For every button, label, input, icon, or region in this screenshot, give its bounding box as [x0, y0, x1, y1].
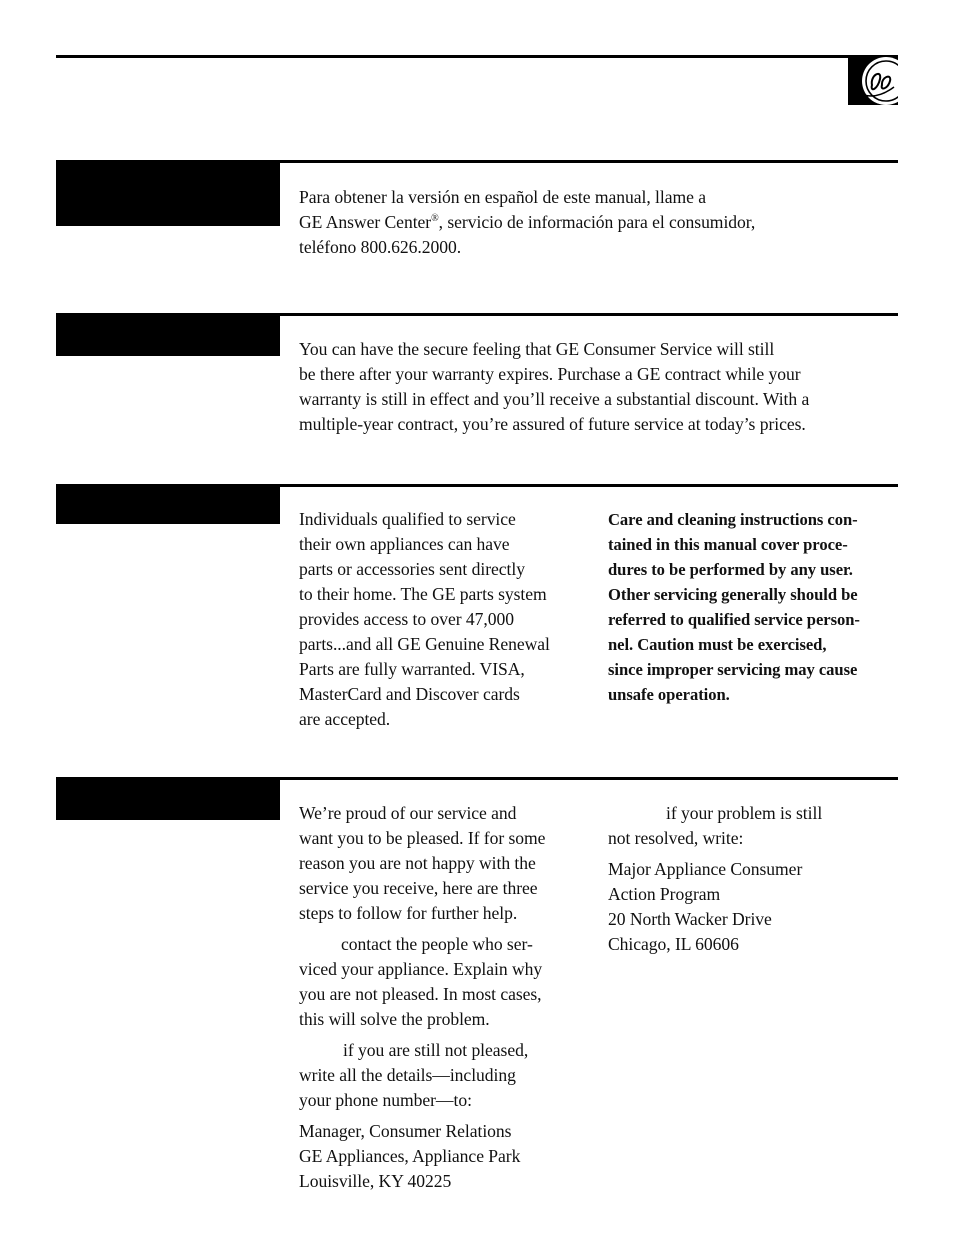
consumer-action-address	[608, 857, 898, 957]
address-line: Manager, Consumer Relations	[299, 1121, 512, 1141]
address-line: Major Appliance Consumer	[608, 859, 803, 879]
address-line: Louisville, KY 40225	[299, 1171, 452, 1191]
contracts-line: You can have the secure feeling that GE Consumer Service will still	[299, 339, 775, 359]
caution-line: nel. Caution must be exercised,	[608, 635, 827, 654]
caution-line: Care and cleaning instructions con-	[608, 510, 858, 529]
section-bar-satisfaction	[56, 777, 280, 820]
caution-line: tained in this manual cover proce-	[608, 535, 848, 554]
service-caution-text	[608, 507, 903, 707]
step-one	[299, 932, 589, 1032]
parts-text	[299, 507, 589, 732]
step-one-line: this will solve the problem.	[299, 1009, 490, 1029]
parts-line: Individuals qualified to service	[299, 509, 516, 529]
step-two-line: write all the details—including	[299, 1065, 516, 1085]
intro-line: reason you are not happy with the	[299, 853, 536, 873]
step-two-line: your phone number—to:	[299, 1090, 472, 1110]
satisfaction-right-column	[608, 801, 898, 957]
step-one-line: viced your appliance. Explain why	[299, 959, 543, 979]
parts-line: parts...and all GE Genuine Renewal	[299, 634, 550, 654]
spanish-line-2-rest: , servicio de información para el consumidor,	[438, 212, 756, 232]
spanish-phone: teléfono 800.626.2000.	[299, 237, 462, 257]
section-rule-spanish	[280, 160, 898, 163]
step-one-line: contact the people who ser-	[341, 934, 533, 954]
step-two	[299, 1038, 589, 1113]
answer-center-label: GE Answer Center	[299, 212, 432, 232]
step-three	[608, 801, 898, 851]
satisfaction-intro	[299, 801, 589, 926]
step-one-line: you are not pleased. In most cases,	[299, 984, 542, 1004]
spanish-line-2	[299, 210, 859, 235]
contracts-text	[299, 337, 899, 437]
address-line: 20 North Wacker Drive	[608, 909, 772, 929]
section-rule-satisfaction	[280, 777, 898, 780]
section-bar-spanish	[56, 160, 280, 226]
caution-line: referred to qualified service person-	[608, 610, 860, 629]
step-two-line: if you are still not pleased,	[343, 1040, 529, 1060]
parts-line: their own appliances can have	[299, 534, 510, 554]
parts-line: MasterCard and Discover cards	[299, 684, 520, 704]
registered-mark: ®	[431, 213, 439, 225]
satisfaction-left-column	[299, 801, 589, 1194]
contracts-line: be there after your warranty expires. Purchase a GE contract while your	[299, 364, 801, 384]
contracts-line: warranty is still in effect and you’ll receive a substantial discount. With a	[299, 389, 810, 409]
spanish-text	[299, 185, 859, 260]
parts-line: are accepted.	[299, 709, 391, 729]
step-three-line: not resolved, write:	[608, 828, 744, 848]
parts-line: Parts are fully warranted. VISA,	[299, 659, 525, 679]
caution-line: unsafe operation.	[608, 685, 730, 704]
caution-line: Other servicing generally should be	[608, 585, 858, 604]
section-rule-parts	[280, 484, 898, 487]
parts-line: provides access to over 47,000	[299, 609, 514, 629]
section-bar-contracts	[56, 313, 280, 356]
intro-line: We’re proud of our service and	[299, 803, 517, 823]
intro-line: service you receive, here are three	[299, 878, 538, 898]
caution-line: since improper servicing may cause	[608, 660, 858, 679]
section-rule-contracts	[280, 313, 898, 316]
consumer-relations-address	[299, 1119, 589, 1194]
step-three-line: if your problem is still	[666, 803, 823, 823]
intro-line: steps to follow for further help.	[299, 903, 518, 923]
parts-line: to their home. The GE parts system	[299, 584, 547, 604]
address-line: Action Program	[608, 884, 721, 904]
contracts-line: multiple-year contract, you’re assured of future service at today’s prices.	[299, 414, 806, 434]
intro-line: want you to be pleased. If for some	[299, 828, 546, 848]
address-line: Chicago, IL 60606	[608, 934, 739, 954]
ge-logo-icon	[848, 55, 898, 105]
caution-line: dures to be performed by any user.	[608, 560, 853, 579]
header-rule	[56, 55, 898, 58]
section-bar-parts	[56, 484, 280, 524]
spanish-line-1: Para obtener la versión en español de este manual, llame a	[299, 187, 706, 207]
parts-line: parts or accessories sent directly	[299, 559, 525, 579]
address-line: GE Appliances, Appliance Park	[299, 1146, 521, 1166]
